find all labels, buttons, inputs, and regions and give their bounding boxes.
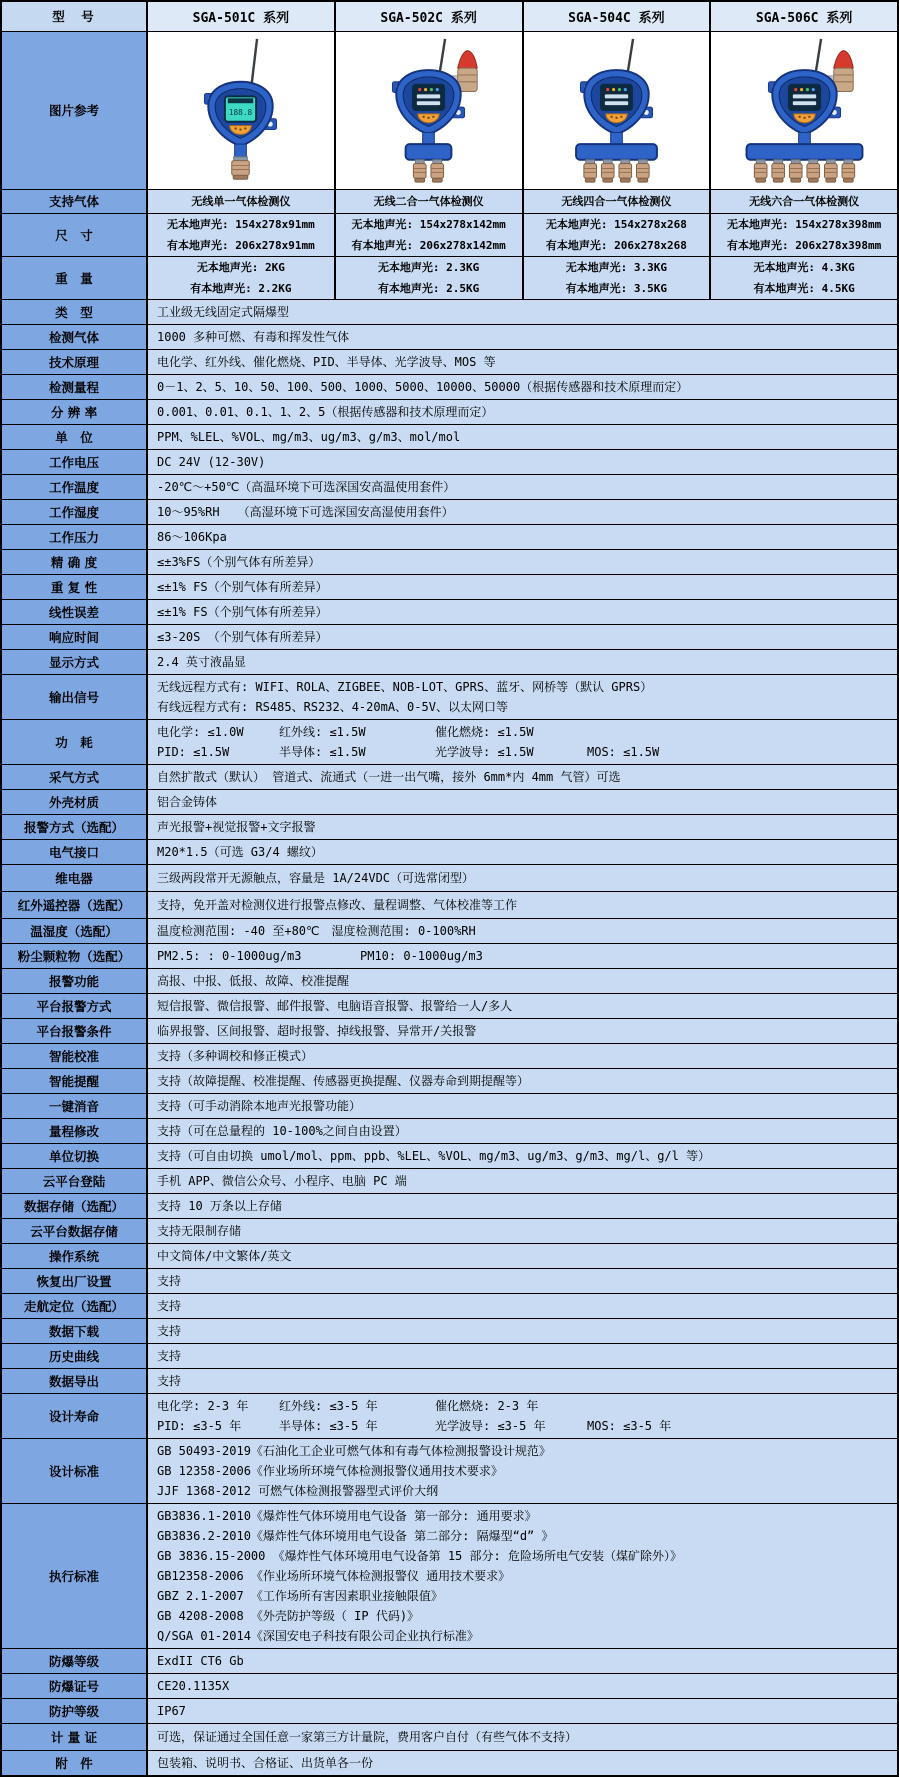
table-row xyxy=(2,1439,897,1504)
spec-line: 铝合金铸体 xyxy=(157,795,218,809)
spec-line: 无本地声光: 4.3KG xyxy=(753,261,855,274)
spec-line xyxy=(157,742,893,762)
row-label: 工作湿度 xyxy=(2,500,148,524)
spec-line: 有本地声光: 206x278x398mm xyxy=(726,239,882,252)
row-label: 检测量程 xyxy=(2,375,148,399)
table-row xyxy=(2,475,897,500)
row-label: 技术原理 xyxy=(2,350,148,374)
spec-value-cell xyxy=(148,1044,897,1068)
spec-line: 无线四合一气体检测仪 xyxy=(561,195,672,208)
spec-segment: 光学波导: ≤3-5 年 xyxy=(435,1419,546,1433)
spec-value-cell xyxy=(148,425,897,449)
spec-line: 有本地声光: 206x278x142mm xyxy=(351,239,506,252)
spec-segment: PID: ≤3-5 年 xyxy=(157,1419,242,1433)
spec-line xyxy=(157,1416,893,1436)
spec-line: 支持（可自由切换 umol/mol、ppm、ppb、%LEL、%VOL、mg/m3、ug/m3、g/m3、mg/l、g/l 等） xyxy=(157,1149,711,1163)
spec-line: 支持，免开盖对检测仪进行报警点修改、量程调整、气体校准等工作 xyxy=(157,898,518,912)
table-row xyxy=(2,1019,897,1044)
spec-value-cell xyxy=(148,1344,897,1368)
spec-value-cell xyxy=(148,500,897,524)
spec-value-cell xyxy=(148,1119,897,1143)
spec-value-cell xyxy=(148,840,897,864)
spec-line: GB 12358-2006《作业场所环境气体检测报警仪通用技术要求》 xyxy=(157,1464,503,1478)
sga-501c-device xyxy=(158,35,323,187)
row-label: 外壳材质 xyxy=(2,790,148,814)
sga-506c-device-image-cell xyxy=(711,32,897,189)
spec-segment: 半导体: ≤3-5 年 xyxy=(279,1419,378,1433)
spec-line: ExdII CT6 Gb xyxy=(157,1654,244,1668)
spec-value-cell xyxy=(148,625,897,649)
spec-line: 有线远程方式有: RS485、RS232、4-20mA、0-5V、以太网口等 xyxy=(157,700,508,714)
row-label: 设计寿命 xyxy=(2,1394,148,1438)
table-row xyxy=(2,350,897,375)
spec-line: PPM、%LEL、%VOL、mg/m3、ug/m3、g/m3、mol/mol xyxy=(157,430,461,444)
table-row xyxy=(2,425,897,450)
row-label: 一键消音 xyxy=(2,1094,148,1118)
spec-value-cell xyxy=(336,214,524,256)
spec-segment: 电化学: ≤1.0W xyxy=(157,725,244,739)
spec-value-cell xyxy=(148,1294,897,1318)
row-label: 输出信号 xyxy=(2,675,148,719)
spec-line: 无本地声光: 2KG xyxy=(196,261,285,274)
table-row xyxy=(2,840,897,865)
spec-line: 支持（多种调校和修正模式） xyxy=(157,1049,314,1063)
row-label: 检测气体 xyxy=(2,325,148,349)
table-row xyxy=(2,1094,897,1119)
model-header-label: 型 号 xyxy=(2,2,148,31)
spec-value-cell xyxy=(148,675,897,719)
spec-value-cell xyxy=(148,892,897,918)
spec-line: 有本地声光: 206x278x268 xyxy=(545,239,687,252)
svg-text:188.8: 188.8 xyxy=(229,107,253,117)
table-row xyxy=(2,1169,897,1194)
row-label: 线性误差 xyxy=(2,600,148,624)
spec-value-cell xyxy=(148,400,897,424)
row-label: 电气接口 xyxy=(2,840,148,864)
spec-line: 支持无限制存储 xyxy=(157,1224,242,1238)
spec-value-cell xyxy=(148,190,336,213)
spec-line: 0－1、2、5、10、50、100、500、1000、5000、10000、50000（根据传感器和技术原理而定） xyxy=(157,380,689,394)
spec-segment: PID: ≤1.5W xyxy=(157,745,230,759)
spec-line: 2.4 英寸液晶显 xyxy=(157,655,246,669)
spec-value-cell xyxy=(148,300,897,324)
spec-value-cell xyxy=(148,1751,897,1775)
spec-line: 声光报警+视觉报警+文字报警 xyxy=(157,820,316,834)
table-row xyxy=(2,1119,897,1144)
spec-line: DC 24V (12-30V) xyxy=(157,455,266,469)
table-row xyxy=(2,1244,897,1269)
table-row xyxy=(2,994,897,1019)
spec-segment: 半导体: ≤1.5W xyxy=(279,745,366,759)
table-row xyxy=(2,375,897,400)
spec-line: ≤3-20S （个别气体有所差异） xyxy=(157,630,328,644)
spec-segment: 催化燃烧: ≤1.5W xyxy=(435,725,534,739)
row-label: 云平台数据存储 xyxy=(2,1219,148,1243)
spec-line xyxy=(157,946,893,966)
sga-504c-device-image-cell xyxy=(524,32,712,189)
spec-segment: PM2.5: : 0-1000ug/m3 xyxy=(157,949,302,963)
spec-line: 有本地声光: 206x278x91mm xyxy=(167,239,315,252)
spec-line: 包装箱、说明书、合格证、出货单各一份 xyxy=(157,1756,374,1770)
row-label: 防护等级 xyxy=(2,1699,148,1723)
spec-value-cell xyxy=(148,350,897,374)
spec-value-cell xyxy=(148,450,897,474)
spec-line: 短信报警、微信报警、邮件报警、电脑语音报警、报警给一人/多人 xyxy=(157,999,513,1013)
table-row xyxy=(2,525,897,550)
table-row xyxy=(2,1649,897,1674)
spec-line: 支持 10 万条以上存储 xyxy=(157,1199,282,1213)
table-row xyxy=(2,1294,897,1319)
table-row xyxy=(2,944,897,969)
spec-value-cell xyxy=(148,575,897,599)
row-label: 云平台登陆 xyxy=(2,1169,148,1193)
spec-line: 临界报警、区间报警、超时报警、掉线报警、异常开/关报警 xyxy=(157,1024,477,1038)
spec-value-cell xyxy=(148,1269,897,1293)
spec-line: GB 3836.15-2000 《爆炸性气体环境用电气设备第 15 部分: 危险场所电气安装（煤矿除外）》 xyxy=(157,1549,682,1563)
sga-502c-device xyxy=(346,35,511,187)
spec-value-cell xyxy=(148,1504,897,1648)
spec-line: 无本地声光: 154x278x91mm xyxy=(167,218,315,231)
table-row xyxy=(2,500,897,525)
row-label: 操作系统 xyxy=(2,1244,148,1268)
spec-value-cell xyxy=(336,257,524,299)
row-label: 响应时间 xyxy=(2,625,148,649)
table-row xyxy=(2,1069,897,1094)
spec-value-cell xyxy=(148,1649,897,1673)
spec-value-cell xyxy=(148,475,897,499)
row-label: 工作压力 xyxy=(2,525,148,549)
model-header-row xyxy=(2,2,897,32)
spec-line: 无本地声光: 3.3KG xyxy=(565,261,668,274)
table-row xyxy=(2,790,897,815)
table-row xyxy=(2,300,897,325)
row-label: 执行标准 xyxy=(2,1504,148,1648)
table-row xyxy=(2,625,897,650)
spec-value-cell xyxy=(148,1674,897,1698)
spec-line: 高报、中报、低报、故障、校准提醒 xyxy=(157,974,350,988)
spec-line xyxy=(157,722,893,742)
table-row xyxy=(2,1194,897,1219)
spec-value-cell xyxy=(148,257,336,299)
row-label: 历史曲线 xyxy=(2,1344,148,1368)
spec-value-cell xyxy=(148,1244,897,1268)
spec-segment: MOS: ≤3-5 年 xyxy=(587,1419,672,1433)
spec-line: 86～106Kpa xyxy=(157,530,227,544)
spec-value-cell xyxy=(148,1069,897,1093)
spec-line: 无线单一气体检测仪 xyxy=(191,195,291,208)
table-row xyxy=(2,1699,897,1724)
spec-segment: 红外线: ≤3-5 年 xyxy=(279,1399,378,1413)
row-label: 维电器 xyxy=(2,865,148,891)
spec-value-cell xyxy=(148,1439,897,1503)
spec-segment: PM10: 0-1000ug/m3 xyxy=(360,949,483,963)
row-label: 计 量 证 xyxy=(2,1724,148,1750)
row-label: 数据下载 xyxy=(2,1319,148,1343)
spec-segment: 催化燃烧: 2-3 年 xyxy=(435,1399,539,1413)
spec-value-cell xyxy=(148,765,897,789)
row-label: 单位切换 xyxy=(2,1144,148,1168)
row-label: 数据导出 xyxy=(2,1369,148,1393)
row-label: 报警功能 xyxy=(2,969,148,993)
spec-line: 可选，保证通过全国任意一家第三方计量院，费用客户自付（有些气体不支持） xyxy=(157,1730,578,1744)
table-row xyxy=(2,1369,897,1394)
row-label: 附 件 xyxy=(2,1751,148,1775)
spec-value-cell xyxy=(148,525,897,549)
spec-value-cell xyxy=(148,1094,897,1118)
row-label: 报警方式（选配） xyxy=(2,815,148,839)
spec-value-cell xyxy=(148,815,897,839)
spec-value-cell xyxy=(524,214,712,256)
spec-line: 自然扩散式（默认） 管道式、流通式（一进一出气嘴，接外 6mm*内 4mm 气管）可选 xyxy=(157,770,621,784)
spec-value-cell xyxy=(148,969,897,993)
spec-line: 中文简体/中文繁体/英文 xyxy=(157,1249,292,1263)
spec-value-cell xyxy=(148,1394,897,1438)
table-row xyxy=(2,600,897,625)
spec-value-cell xyxy=(148,550,897,574)
table-row xyxy=(2,1394,897,1439)
spec-line: 有本地声光: 2.2KG xyxy=(190,282,292,295)
table-row xyxy=(2,1504,897,1649)
table-row xyxy=(2,1219,897,1244)
spec-line: 无本地声光: 154x278x268 xyxy=(545,218,687,231)
spec-line: ≤±1% FS（个别气体有所差异） xyxy=(157,580,328,594)
spec-line: 0.001、0.01、0.1、1、2、5（根据传感器和技术原理而定） xyxy=(157,405,494,419)
row-label: 图片参考 xyxy=(2,32,148,189)
spec-line: 支持（故障提醒、校准提醒、传感器更换提醒、仪器寿命到期提醒等） xyxy=(157,1074,530,1088)
spec-value-cell xyxy=(148,1144,897,1168)
spec-value-cell xyxy=(711,257,897,299)
row-label: 分 辨 率 xyxy=(2,400,148,424)
spec-value-cell xyxy=(148,1724,897,1750)
row-label: 重 复 性 xyxy=(2,575,148,599)
spec-value-cell xyxy=(148,1194,897,1218)
spec-line: 1000 多种可燃、有毒和挥发性气体 xyxy=(157,330,350,344)
row-label: 设计标准 xyxy=(2,1439,148,1503)
row-label: 平台报警条件 xyxy=(2,1019,148,1043)
spec-value-cell xyxy=(148,325,897,349)
spec-line: 无线六合一气体检测仪 xyxy=(749,195,860,208)
spec-value-cell xyxy=(148,720,897,764)
row-label: 工作电压 xyxy=(2,450,148,474)
table-row xyxy=(2,1751,897,1775)
row-label: 支持气体 xyxy=(2,190,148,213)
spec-value-cell xyxy=(336,190,524,213)
spec-value-cell xyxy=(148,1219,897,1243)
spec-value-cell xyxy=(148,790,897,814)
spec-segment: 红外线: ≤1.5W xyxy=(279,725,366,739)
image-reference-row xyxy=(2,32,897,190)
table-row xyxy=(2,1319,897,1344)
spec-value-cell xyxy=(148,865,897,891)
spec-value-cell xyxy=(148,994,897,1018)
spec-segment: 电化学: 2-3 年 xyxy=(157,1399,249,1413)
spec-value-cell xyxy=(524,257,712,299)
table-row xyxy=(2,1344,897,1369)
row-label: 单 位 xyxy=(2,425,148,449)
table-row xyxy=(2,675,897,720)
model-name-sga-506c: SGA-506C 系列 xyxy=(711,2,897,31)
model-name-sga-502c: SGA-502C 系列 xyxy=(336,2,524,31)
spec-line: IP67 xyxy=(157,1704,186,1718)
spec-line: 有本地声光: 2.5KG xyxy=(377,282,480,295)
spec-line: GB3836.1-2010《爆炸性气体环境用电气设备 第一部分: 通用要求》 xyxy=(157,1509,537,1523)
model-name-sga-501c: SGA-501C 系列 xyxy=(148,2,336,31)
table-row xyxy=(2,720,897,765)
row-label: 防爆等级 xyxy=(2,1649,148,1673)
table-row xyxy=(2,1044,897,1069)
spec-line: GB12358-2006 《作业场所环境气体检测报警仪 通用技术要求》 xyxy=(157,1569,511,1583)
row-label: 平台报警方式 xyxy=(2,994,148,1018)
row-label: 走航定位（选配） xyxy=(2,1294,148,1318)
row-label: 智能校准 xyxy=(2,1044,148,1068)
spec-value-cell xyxy=(148,650,897,674)
spec-line: 三级两段常开无源触点，容量是 1A/24VDC（可选常闭型） xyxy=(157,871,475,885)
spec-line: 支持（可在总量程的 10-100%之间自由设置） xyxy=(157,1124,407,1138)
spec-value-cell xyxy=(148,1699,897,1723)
row-label: 尺 寸 xyxy=(2,214,148,256)
spec-line: Q/SGA 01-2014《深国安电子科技有限公司企业执行标准》 xyxy=(157,1629,479,1643)
row-label: 恢复出厂设置 xyxy=(2,1269,148,1293)
sga-504c-device xyxy=(534,35,699,187)
row-label: 温湿度（选配） xyxy=(2,919,148,943)
row-label: 功 耗 xyxy=(2,720,148,764)
row-label: 显示方式 xyxy=(2,650,148,674)
spec-line: 支持 xyxy=(157,1299,182,1313)
spec-line: 有本地声光: 4.5KG xyxy=(753,282,855,295)
spec-line: ≤±3%FS（个别气体有所差异） xyxy=(157,555,321,569)
table-row xyxy=(2,969,897,994)
model-name-sga-504c: SGA-504C 系列 xyxy=(524,2,712,31)
table-row xyxy=(2,892,897,919)
table-row xyxy=(2,815,897,840)
table-row xyxy=(2,1269,897,1294)
spec-line: GB 50493-2019《石油化工企业可燃气体和有毒气体检测报警设计规范》 xyxy=(157,1444,551,1458)
spec-value-cell xyxy=(148,944,897,968)
table-row xyxy=(2,214,897,257)
spec-line: CE20.1135X xyxy=(157,1679,230,1693)
spec-line: 无本地声光: 154x278x398mm xyxy=(726,218,882,231)
table-row xyxy=(2,550,897,575)
spec-segment: MOS: ≤1.5W xyxy=(587,745,660,759)
spec-value-cell xyxy=(711,190,897,213)
spec-value-cell xyxy=(148,919,897,943)
row-label: 防爆证号 xyxy=(2,1674,148,1698)
spec-value-cell xyxy=(148,600,897,624)
spec-line: 手机 APP、微信公众号、小程序、电脑 PC 端 xyxy=(157,1174,407,1188)
table-row xyxy=(2,650,897,675)
spec-value-cell xyxy=(148,214,336,256)
spec-line: GB3836.2-2010《爆炸性气体环境用电气设备 第二部分: 隔爆型“d” 》 xyxy=(157,1529,554,1543)
table-row xyxy=(2,765,897,790)
spec-line: 支持（可手动消除本地声光报警功能） xyxy=(157,1099,362,1113)
row-label: 重 量 xyxy=(2,257,148,299)
table-row xyxy=(2,575,897,600)
spec-line: 电化学、红外线、催化燃烧、PID、半导体、光学波导、MOS 等 xyxy=(157,355,496,369)
table-row xyxy=(2,190,897,214)
row-label: 智能提醒 xyxy=(2,1069,148,1093)
table-row xyxy=(2,865,897,892)
spec-value-cell xyxy=(148,1319,897,1343)
row-label: 量程修改 xyxy=(2,1119,148,1143)
table-row xyxy=(2,325,897,350)
spec-line: 支持 xyxy=(157,1349,182,1363)
row-label: 类 型 xyxy=(2,300,148,324)
spec-line: 无本地声光: 154x278x142mm xyxy=(351,218,506,231)
spec-line: ≤±1% FS（个别气体有所差异） xyxy=(157,605,328,619)
sga-502c-device-image-cell xyxy=(336,32,524,189)
row-label: 数据存储（选配） xyxy=(2,1194,148,1218)
spec-line: 无线二合一气体检测仪 xyxy=(373,195,484,208)
spec-value-cell xyxy=(148,1369,897,1393)
spec-line: 支持 xyxy=(157,1324,182,1338)
row-label: 红外遥控器（选配） xyxy=(2,892,148,918)
sga-506c-device xyxy=(722,35,887,187)
spec-line: GBZ 2.1-2007 《工作场所有害因素职业接触限值》 xyxy=(157,1589,443,1603)
table-row xyxy=(2,919,897,944)
table-row xyxy=(2,1674,897,1699)
row-label: 粉尘颗粒物（选配） xyxy=(2,944,148,968)
spec-value-cell xyxy=(148,1019,897,1043)
spec-line: GB 4208-2008 《外壳防护等级（ IP 代码)》 xyxy=(157,1609,420,1623)
table-row xyxy=(2,450,897,475)
spec-line: 有本地声光: 3.5KG xyxy=(565,282,668,295)
spec-line: 支持 xyxy=(157,1274,182,1288)
spec-line: 无线远程方式有: WIFI、ROLA、ZIGBEE、NOB-LOT、GPRS、蓝牙、网桥等（默认 GPRS） xyxy=(157,680,653,694)
sga-501c-device-image-cell xyxy=(148,32,336,189)
spec-line: JJF 1368-2012 可燃气体检测报警器型式评价大纲 xyxy=(157,1484,439,1498)
spec-value-cell xyxy=(711,214,897,256)
spec-value-cell xyxy=(148,1169,897,1193)
spec-line: M20*1.5（可选 G3/4 螺纹） xyxy=(157,845,323,859)
spec-line: 10～95%RH （高湿环境下可选深国安高湿使用套件） xyxy=(157,505,454,519)
spec-line: 温度检测范围: -40 至+80℃ 湿度检测范围: 0-100%RH xyxy=(157,924,476,938)
spec-line: 工业级无线固定式隔爆型 xyxy=(157,305,290,319)
table-row xyxy=(2,400,897,425)
spec-line: -20℃～+50℃（高温环境下可选深国安高温使用套件） xyxy=(157,480,456,494)
spec-line: 支持 xyxy=(157,1374,182,1388)
spec-value-cell xyxy=(524,190,712,213)
table-row xyxy=(2,1724,897,1751)
spec-segment: 光学波导: ≤1.5W xyxy=(435,745,534,759)
row-label: 工作温度 xyxy=(2,475,148,499)
row-label: 精 确 度 xyxy=(2,550,148,574)
row-label: 采气方式 xyxy=(2,765,148,789)
table-row xyxy=(2,1144,897,1169)
spec-line xyxy=(157,1396,893,1416)
spec-line: 无本地声光: 2.3KG xyxy=(377,261,480,274)
table-row xyxy=(2,257,897,300)
spec-value-cell xyxy=(148,375,897,399)
